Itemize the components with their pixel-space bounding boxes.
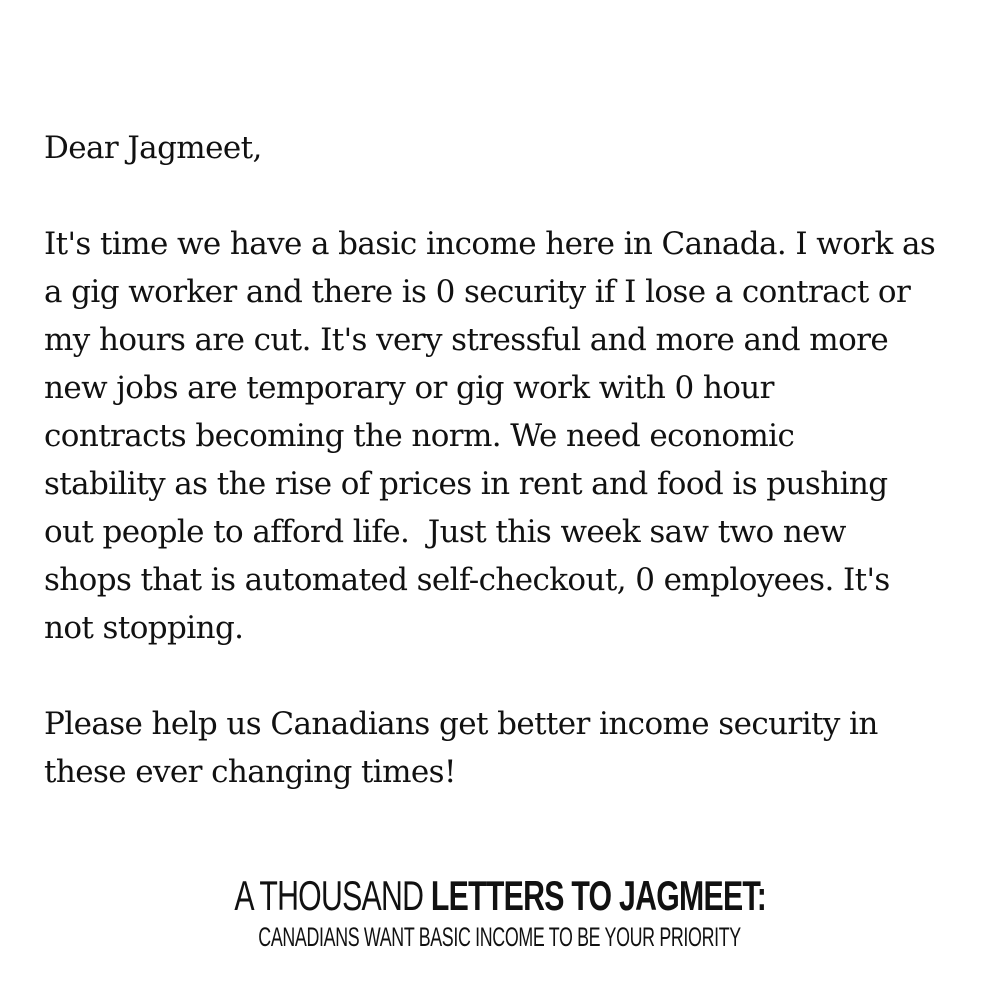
letter-body [44, 124, 964, 796]
campaign-footer [0, 872, 1000, 952]
body-line: my hours are cut. It's very stressful and more and more [44, 322, 889, 358]
body-line: a gig worker and there is 0 security if I lose a contract or [44, 274, 911, 310]
body-line: It's time we have a basic income here in Canada. I work as [44, 226, 936, 262]
body-line: out people to afford life. Just this week saw two new [44, 514, 846, 550]
campaign-title [234, 872, 766, 920]
campaign-subtitle: CANADIANS WANT BASIC INCOME TO BE YOUR PRIORITY [258, 922, 742, 952]
campaign-subtitle-row [0, 922, 1000, 952]
salutation: Dear Jagmeet, [44, 130, 262, 166]
body-paragraph [44, 220, 964, 652]
paragraph-gap [44, 652, 964, 700]
campaign-title-bold: LETTERS TO JAGMEET: [430, 872, 766, 919]
campaign-title-light: A THOUSAND [234, 872, 431, 919]
closing-paragraph [44, 700, 964, 796]
body-line: new jobs are temporary or gig work with 0 hour [44, 370, 774, 406]
paragraph-gap [44, 172, 964, 220]
body-line: not stopping. [44, 610, 244, 646]
closing-line: these ever changing times! [44, 754, 456, 790]
body-line: shops that is automated self-checkout, 0 employees. It's [44, 562, 890, 598]
body-line: contracts becoming the norm. We need economic [44, 418, 795, 454]
body-line: stability as the rise of prices in rent and food is pushing [44, 466, 888, 502]
closing-line: Please help us Canadians get better income security in [44, 706, 878, 742]
